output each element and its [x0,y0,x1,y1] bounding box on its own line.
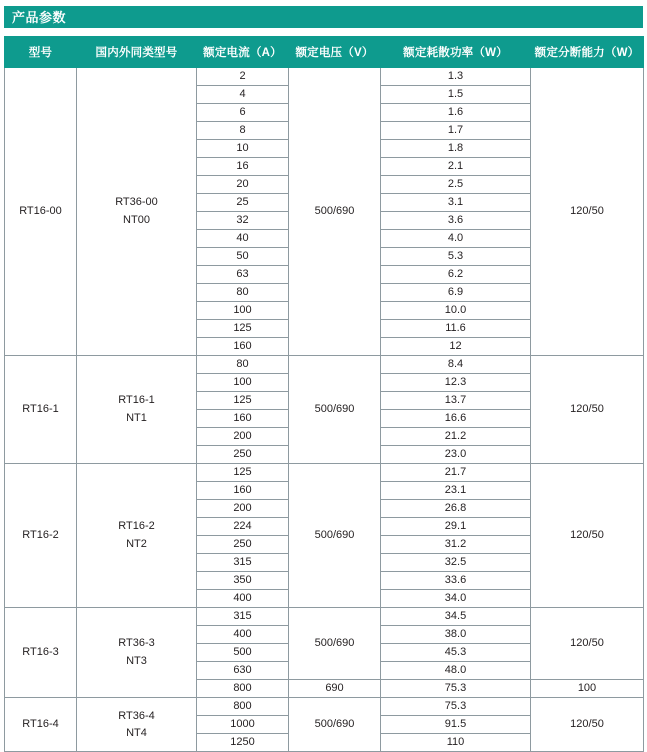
equivalent-model-line: RT36-3 [118,637,155,650]
equivalent-model-line: NT2 [126,537,147,550]
cell-rated-current: 20 [197,176,289,194]
cell-rated-power-dissipation: 6.9 [381,284,531,302]
cell-equivalent-model [77,356,197,464]
cell-rated-power-dissipation: 32.5 [381,554,531,572]
equivalent-model-line: RT16-2 [118,520,155,533]
equivalent-model-line: RT36-00 [115,196,158,209]
cell-rated-breaking-capacity: 120/50 [531,68,644,356]
column-header-rated-voltage: 额定电压（V） [289,37,381,68]
product-parameters-page [0,6,647,752]
cell-rated-current: 250 [197,446,289,464]
cell-rated-power-dissipation: 75.3 [381,680,531,698]
cell-rated-power-dissipation: 31.2 [381,536,531,554]
cell-rated-voltage: 500/690 [289,698,381,752]
cell-rated-power-dissipation: 1.5 [381,86,531,104]
cell-rated-power-dissipation: 26.8 [381,500,531,518]
cell-rated-power-dissipation: 12.3 [381,374,531,392]
column-header-rated-current: 额定电流（A） [197,37,289,68]
cell-rated-current: 315 [197,554,289,572]
cell-rated-power-dissipation: 11.6 [381,320,531,338]
cell-rated-current: 350 [197,572,289,590]
cell-rated-current: 63 [197,266,289,284]
cell-rated-voltage: 500/690 [289,68,381,356]
cell-model: RT16-4 [5,698,77,752]
cell-rated-voltage: 500/690 [289,464,381,608]
cell-rated-current: 125 [197,392,289,410]
equivalent-model-line: RT36-4 [118,709,155,722]
cell-rated-power-dissipation: 12 [381,338,531,356]
cell-rated-power-dissipation: 38.0 [381,626,531,644]
cell-rated-current: 40 [197,230,289,248]
cell-rated-power-dissipation: 110 [381,734,531,752]
cell-rated-power-dissipation: 16.6 [381,410,531,428]
cell-equivalent-model [77,608,197,698]
cell-rated-current: 160 [197,410,289,428]
table-row [5,698,644,716]
column-header-model: 型号 [5,37,77,68]
cell-rated-power-dissipation: 1.8 [381,140,531,158]
cell-rated-breaking-capacity: 120/50 [531,698,644,752]
table-row [5,356,644,374]
cell-rated-power-dissipation: 1.6 [381,104,531,122]
table-header-row [5,37,644,68]
cell-rated-power-dissipation: 34.5 [381,608,531,626]
cell-rated-current: 1250 [197,734,289,752]
cell-rated-voltage: 500/690 [289,356,381,464]
cell-rated-current: 315 [197,608,289,626]
cell-rated-voltage: 500/690 [289,608,381,680]
cell-model: RT16-2 [5,464,77,608]
cell-model: RT16-00 [5,68,77,356]
cell-rated-current: 50 [197,248,289,266]
cell-rated-breaking-capacity: 120/50 [531,356,644,464]
cell-model: RT16-3 [5,608,77,698]
column-header-equivalent-model: 国内外同类型号 [77,37,197,68]
cell-rated-breaking-capacity: 100 [531,680,644,698]
cell-rated-current: 400 [197,590,289,608]
cell-rated-current: 160 [197,338,289,356]
cell-rated-power-dissipation: 3.6 [381,212,531,230]
cell-rated-power-dissipation: 4.0 [381,230,531,248]
cell-rated-current: 630 [197,662,289,680]
table-row [5,68,644,86]
table-row [5,608,644,626]
cell-rated-current: 4 [197,86,289,104]
cell-rated-power-dissipation: 91.5 [381,716,531,734]
section-title-bar [4,6,643,28]
cell-rated-current: 250 [197,536,289,554]
cell-rated-current: 16 [197,158,289,176]
cell-equivalent-model [77,68,197,356]
cell-rated-current: 32 [197,212,289,230]
cell-rated-power-dissipation: 45.3 [381,644,531,662]
cell-rated-current: 25 [197,194,289,212]
column-header-rated-power-dissipation: 额定耗散功率（W） [381,37,531,68]
cell-rated-current: 800 [197,698,289,716]
cell-rated-current: 500 [197,644,289,662]
cell-rated-power-dissipation: 33.6 [381,572,531,590]
cell-rated-voltage: 690 [289,680,381,698]
cell-rated-power-dissipation: 10.0 [381,302,531,320]
cell-rated-current: 1000 [197,716,289,734]
table-header [5,37,644,68]
cell-rated-power-dissipation: 6.2 [381,266,531,284]
cell-rated-current: 8 [197,122,289,140]
cell-rated-current: 80 [197,284,289,302]
cell-rated-current: 80 [197,356,289,374]
cell-rated-power-dissipation: 3.1 [381,194,531,212]
cell-rated-power-dissipation: 1.3 [381,68,531,86]
cell-rated-breaking-capacity: 120/50 [531,464,644,608]
cell-rated-power-dissipation: 2.5 [381,176,531,194]
cell-rated-current: 800 [197,680,289,698]
cell-rated-power-dissipation: 75.3 [381,698,531,716]
cell-rated-power-dissipation: 21.7 [381,464,531,482]
equivalent-model-line: NT1 [126,411,147,424]
cell-rated-current: 6 [197,104,289,122]
cell-rated-current: 100 [197,302,289,320]
cell-equivalent-model [77,464,197,608]
cell-rated-power-dissipation: 23.0 [381,446,531,464]
cell-rated-current: 400 [197,626,289,644]
cell-equivalent-model [77,698,197,752]
equivalent-model-line: RT16-1 [118,394,155,407]
cell-rated-power-dissipation: 2.1 [381,158,531,176]
cell-rated-current: 224 [197,518,289,536]
table-body [5,68,644,752]
cell-rated-power-dissipation: 5.3 [381,248,531,266]
section-title: 产品参数 [12,9,67,25]
cell-rated-current: 200 [197,428,289,446]
cell-rated-power-dissipation: 29.1 [381,518,531,536]
table-row [5,464,644,482]
cell-model: RT16-1 [5,356,77,464]
cell-rated-current: 10 [197,140,289,158]
cell-rated-current: 125 [197,464,289,482]
cell-rated-current: 100 [197,374,289,392]
equivalent-model-line: NT3 [126,654,147,667]
cell-rated-current: 200 [197,500,289,518]
equivalent-model-line: NT4 [126,726,147,739]
column-header-rated-breaking-capacity: 额定分断能力（W） [531,37,644,68]
cell-rated-current: 2 [197,68,289,86]
cell-rated-power-dissipation: 48.0 [381,662,531,680]
cell-rated-current: 125 [197,320,289,338]
cell-rated-power-dissipation: 23.1 [381,482,531,500]
equivalent-model-line: NT00 [123,213,150,226]
cell-rated-power-dissipation: 13.7 [381,392,531,410]
product-parameters-table [4,36,644,752]
cell-rated-power-dissipation: 8.4 [381,356,531,374]
cell-rated-power-dissipation: 1.7 [381,122,531,140]
cell-rated-breaking-capacity: 120/50 [531,608,644,680]
cell-rated-current: 160 [197,482,289,500]
cell-rated-power-dissipation: 34.0 [381,590,531,608]
cell-rated-power-dissipation: 21.2 [381,428,531,446]
